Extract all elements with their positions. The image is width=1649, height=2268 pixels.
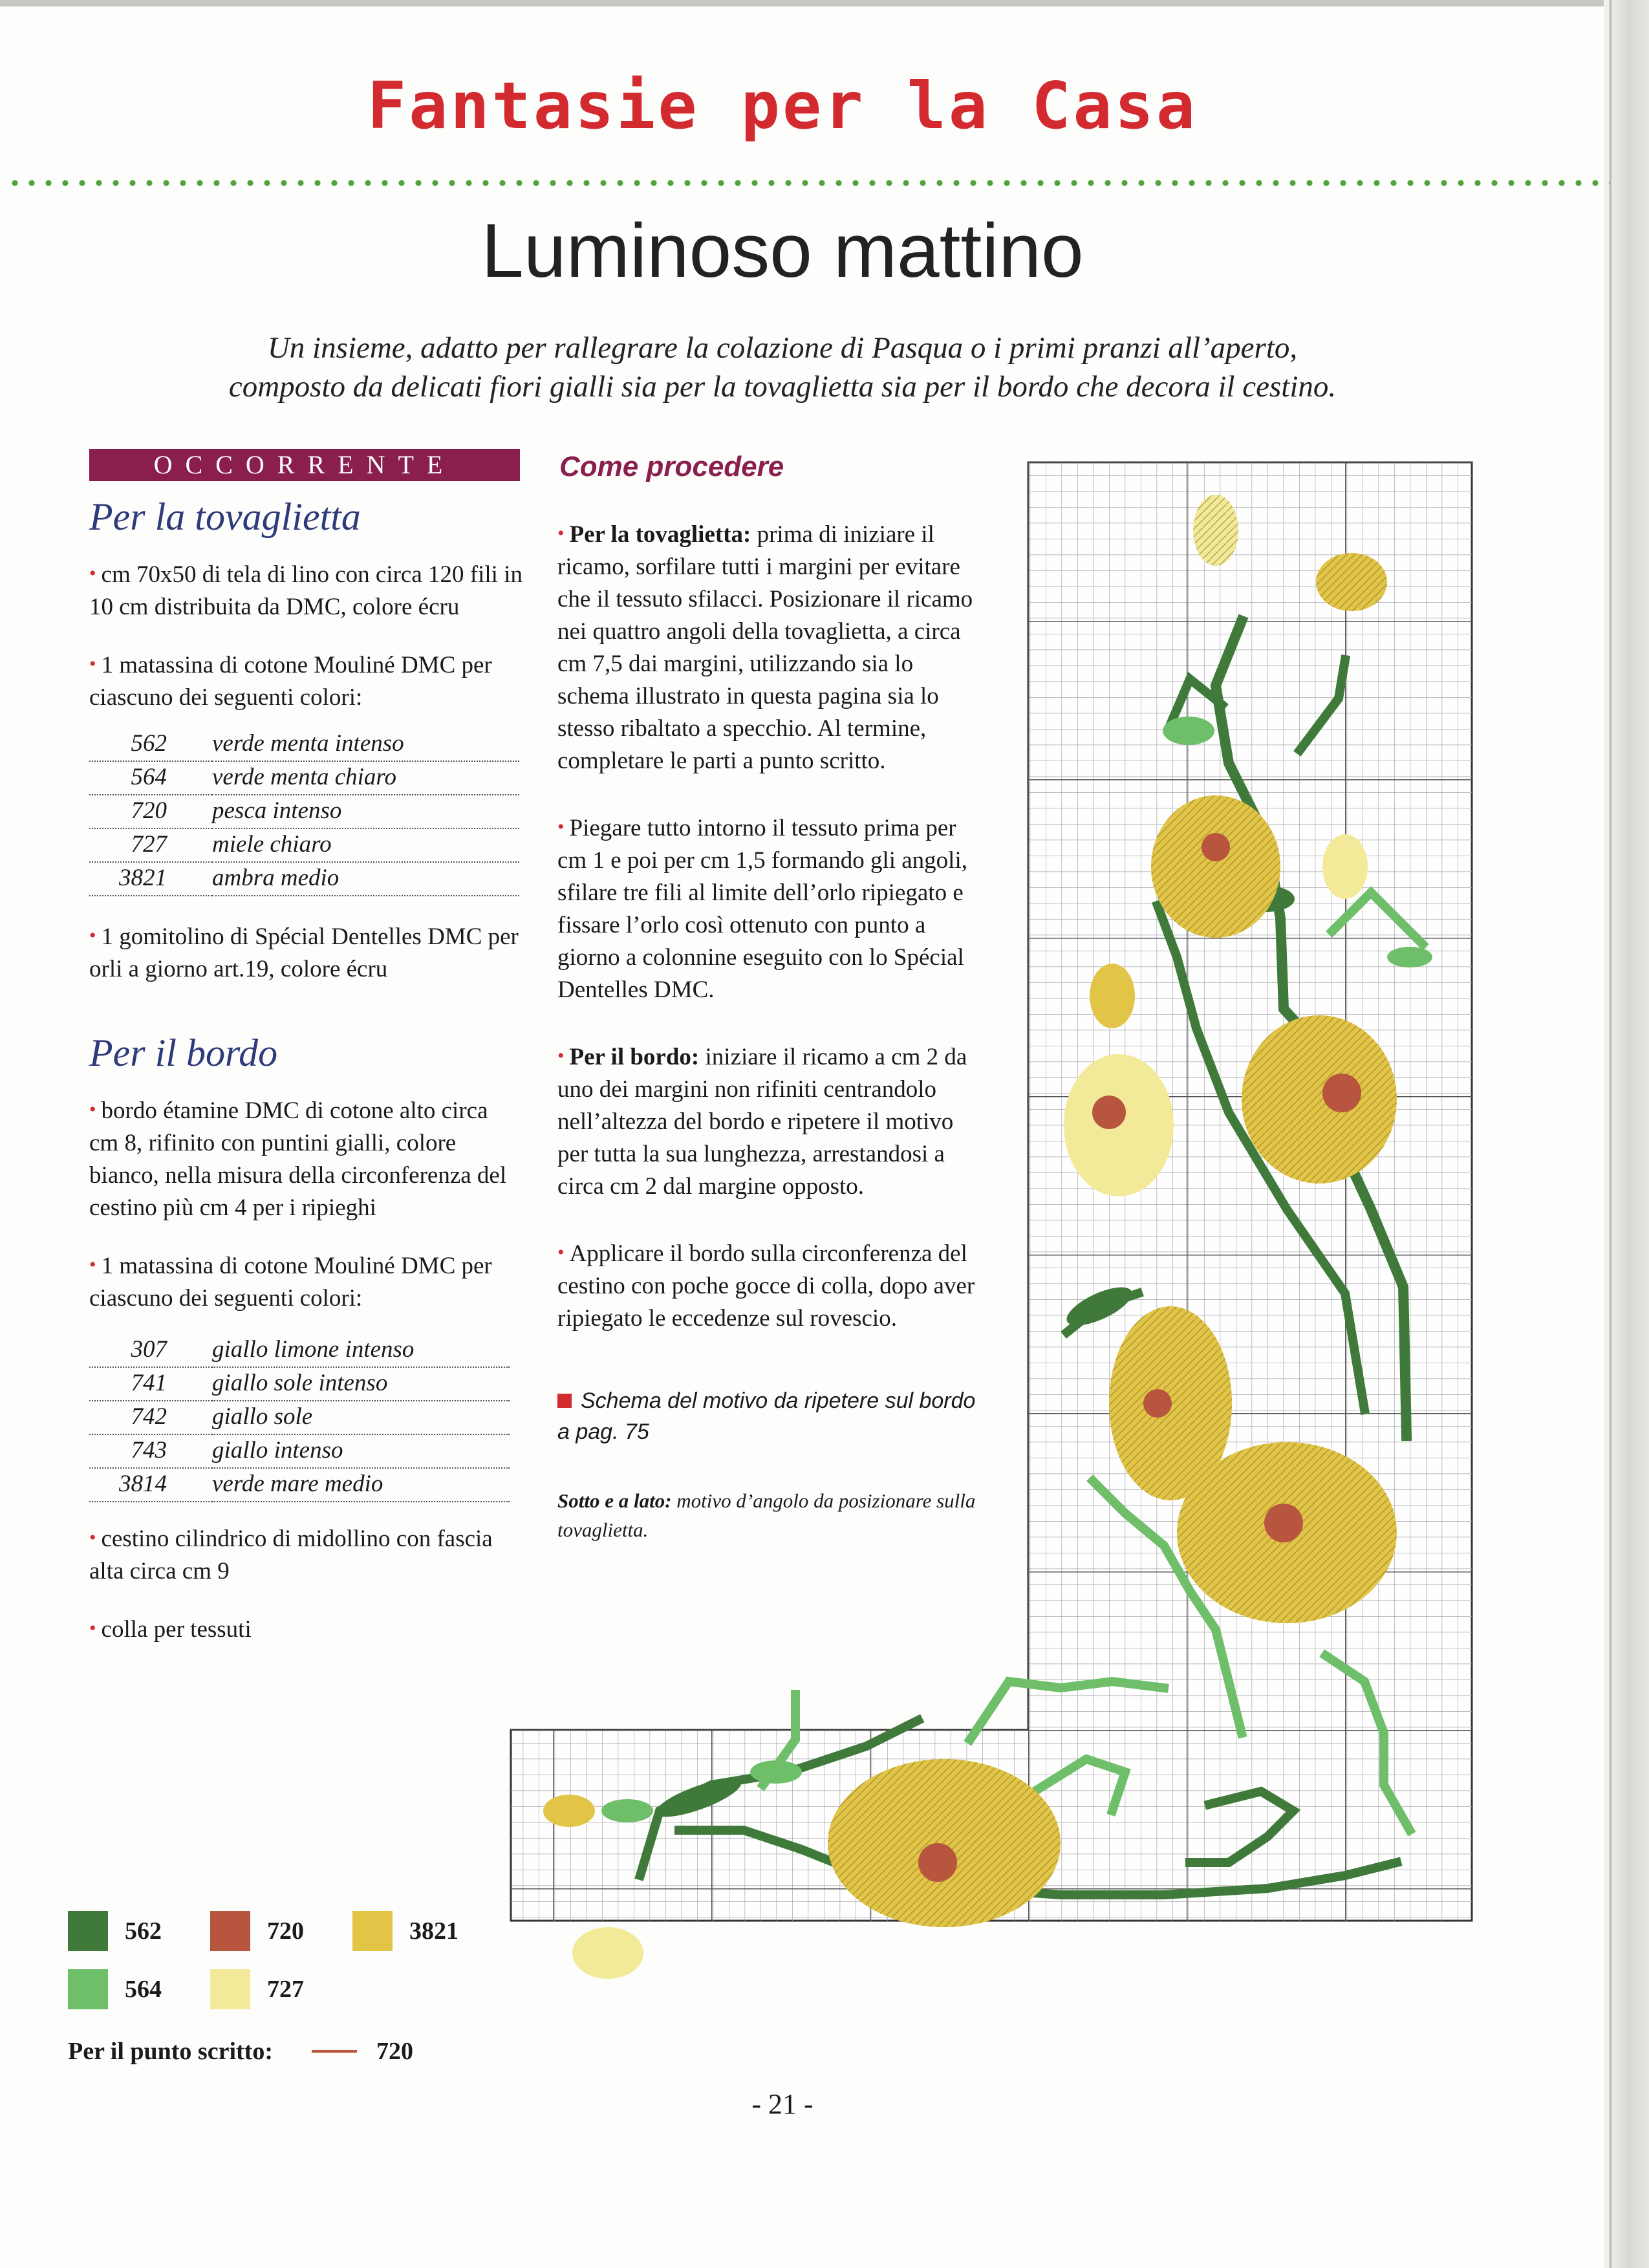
tovaglietta-item-2: • 1 matassina di cotone Mouliné DMC per ciascuno dei seguenti colori: [89, 652, 492, 711]
bordo-item-4: • colla per tessuti [89, 1616, 252, 1643]
flower-bud-4 [1090, 964, 1135, 1028]
bullet-icon: • [89, 1099, 96, 1120]
table-row: 727 miele chiaro [89, 828, 519, 862]
table-row: 3821 ambra medio [89, 862, 519, 896]
flower-3 [1064, 1054, 1174, 1196]
bullet-icon: • [557, 523, 565, 544]
bullet-icon: • [89, 925, 96, 946]
occorrente-banner: OCCORRENTE [89, 449, 520, 481]
procedure-paragraph-2: • Piegare tutto intorno il tessuto prima per cm 1 e poi per cm 1,5 formando gli angoli, sfilare tre fili al limite dell’orlo ripiegato e fissare l’orlo così ottenuto con punto a giorno a colonnine eseguito con lo Spécial Dentelles DMC. [557, 815, 967, 1003]
bordo-item-1: • bordo étamine DMC di cotone alto circa cm 8, rifinito con puntini gialli, colore bianco, nella misura della circonferenza del cestino più cm 4 per i ripieghi [89, 1097, 507, 1221]
procedure-heading: Come procedere [559, 451, 784, 482]
bullet-icon: • [89, 563, 96, 584]
legend-720: 720 [210, 1911, 304, 1951]
flower-5 [1177, 1442, 1397, 1623]
flower-6 [828, 1759, 1061, 1927]
intro-line-2: composto da delicati fiori gialli sia per la tovaglietta sia per il bordo che decora il cestino. [228, 370, 1337, 404]
tovaglietta-heading: Per la tovaglietta [89, 495, 361, 538]
procedure-paragraph-3: • Per il bordo: iniziare il ricamo a cm 2 da uno dei margini non rifiniti centrandolo nell’altezza del bordo e ripetere il motivo per tutta la sua lunghezza, arrestandosi a circa cm 2 dal margine opposto. [557, 1044, 967, 1200]
flower-bud-right [1316, 553, 1387, 611]
bordo-heading: Per il bordo [89, 1031, 278, 1074]
bullet-icon: • [557, 1242, 565, 1263]
bullet-icon: • [557, 1045, 565, 1066]
legend-backstitch: Per il punto scritto: 720 [68, 2038, 413, 2065]
table-row: 720 pesca intenso [89, 795, 519, 828]
table-row: 741 giallo sole intenso [89, 1367, 510, 1401]
swatch-light-green [68, 1969, 108, 2009]
swatch-peach [210, 1911, 250, 1951]
table-row: 562 verde menta intenso [89, 728, 519, 761]
flower-2 [1242, 1015, 1397, 1183]
table-row: 3814 verde mare medio [89, 1468, 510, 1502]
tovaglietta-item-3: • 1 gomitolino di Spécial Dentelles DMC per orli a giorno art.19, colore écru [89, 923, 519, 982]
procedure-paragraph-1: • Per la tovaglietta: prima di iniziare il ricamo, sorfilare tutti i margini per evitare che il tessuto sfilacci. Posizionare il ricamo nei quattro angoli della tovaglietta, a circa cm 7,5 dai margini, utilizzando sia lo schema illustrato in questa pagina sia lo stesso ribaltato a specchio. Al termine, completare le parti a punto scritto. [557, 521, 973, 774]
bullet-icon: • [89, 653, 96, 675]
swatch-dark-green [68, 1911, 108, 1951]
table-row: 307 giallo limone intenso [89, 1334, 510, 1367]
bordo-item-2: • 1 matassina di cotone Mouliné DMC per ciascuno dei seguenti colori: [89, 1253, 492, 1312]
intro-line-1: Un insieme, adatto per rallegrare la colazione di Pasqua o i primi pranzi all’aperto, [267, 331, 1298, 365]
legend-562: 562 [68, 1911, 162, 1951]
bordo-item-3: • cestino cilindrico di midollino con fascia alta circa cm 9 [89, 1526, 493, 1584]
procedure-paragraph-4: • Applicare il bordo sulla circonferenza del cestino con poche gocce di colla, dopo aver ripiegato le eccedenze sul rovescio. [557, 1240, 975, 1332]
backstitch-line-icon [312, 2050, 357, 2053]
chart-caption: Sotto e a lato: motivo d’angolo da posizionare sulla tovaglietta. [557, 1489, 976, 1541]
bullet-icon: • [89, 1254, 96, 1275]
swatch-honey [210, 1969, 250, 2009]
legend-727: 727 [210, 1969, 304, 2009]
page-number: - 21 - [751, 2088, 814, 2120]
table-row: 742 giallo sole [89, 1401, 510, 1434]
section-header: Fantasie per la Casa [367, 68, 1198, 144]
bullet-icon: • [89, 1527, 96, 1548]
swatch-amber [352, 1911, 393, 1951]
table-row: 564 verde menta chiaro [89, 761, 519, 795]
flower-bud-6 [572, 1927, 643, 1979]
flower-bud-top [1193, 495, 1238, 566]
page-title: Luminoso mattino [481, 208, 1084, 294]
table-row: 743 giallo intenso [89, 1434, 510, 1468]
flower-bud-3 [1322, 834, 1368, 899]
legend-564: 564 [68, 1969, 162, 2009]
tovaglietta-item-1: • cm 70x50 di tela di lino con circa 120 fili in 10 cm distribuita da DMC, colore écru [89, 561, 523, 620]
border-chart-note: Schema del motivo da ripetere sul bordo a pag. 75 [557, 1388, 976, 1444]
bullet-icon: • [89, 1617, 96, 1639]
bullet-icon: • [557, 816, 565, 837]
flower-bud-7 [543, 1795, 595, 1827]
legend-3821: 3821 [352, 1911, 458, 1951]
flower-1 [1151, 795, 1280, 938]
